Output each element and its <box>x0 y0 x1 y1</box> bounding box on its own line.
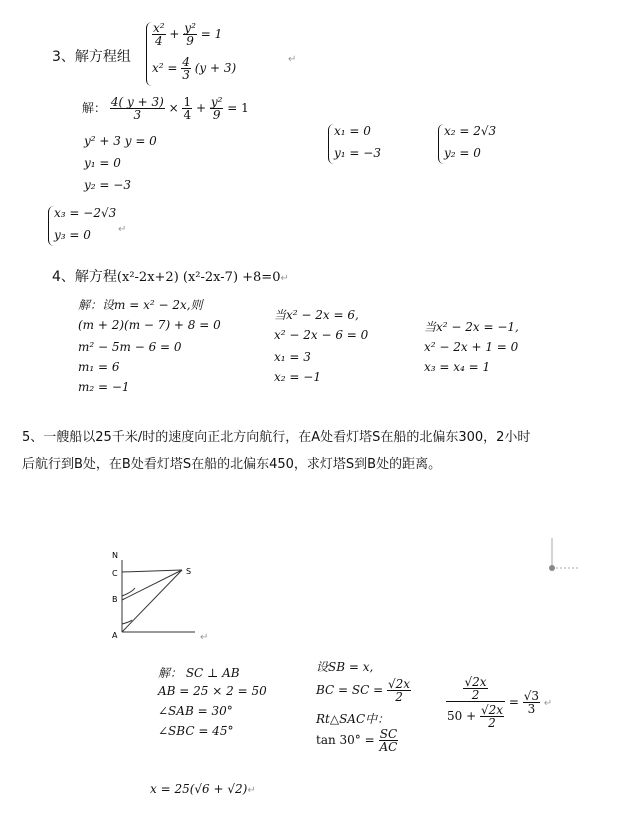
q3-sys-a2: y₁ = −3 <box>334 146 381 160</box>
q3-sys-c1: x₃ = −2√3 <box>54 206 117 220</box>
q3-line4: y₂ = −3 <box>84 178 131 192</box>
q5-text-line2: 后航行到B处，在B处看灯塔S在船的北偏东450，求灯塔S到B处的距离。 <box>22 457 442 472</box>
sol5-c1-l1: 解： SC ⊥ AB <box>158 666 240 680</box>
q4-c2-l1: 当x² − 2x = 6, <box>274 308 359 322</box>
q4-c1-l2: (m + 2)(m − 7) + 8 = 0 <box>78 318 221 332</box>
q4-c1-l5: m₂ = −1 <box>78 380 130 394</box>
sol5-c1-l2: AB = 25 × 2 = 50 <box>158 684 267 698</box>
line-cs <box>122 570 182 572</box>
sol5-c2-l4: tan 30° = $\frac{SC}{AC}$ <box>316 727 398 754</box>
q4-label: 4、解方程(x²-2x+2) (x²-2x-7) +8=0↵ <box>52 269 289 285</box>
q3-line2: y² + 3 y = 0 <box>84 134 157 148</box>
sol5-c1-l4: ∠SBC = 45° <box>158 724 234 738</box>
return-mark-3: ↵ <box>200 632 209 643</box>
q3-line3: y₁ = 0 <box>84 156 121 170</box>
corner-handle-icon <box>530 530 590 590</box>
q3-eq1: $\frac{\text{x²}}{4}$ + $\frac{\text{y²}}{9}$ = 1 <box>153 21 223 48</box>
q4-c1-l4: m₁ = 6 <box>78 360 120 374</box>
return-mark-1: ↵ <box>288 54 297 65</box>
sol5-final: x = 25(√6 + √2)↵ <box>150 782 256 796</box>
q3-sys-b1: x₂ = 2√3 <box>444 124 497 138</box>
q4-c1-l3: m² − 5m − 6 = 0 <box>78 340 182 354</box>
q4-c3-l2: x² − 2x + 1 = 0 <box>424 340 519 354</box>
q4-c1-l1: 解：设m = x² − 2x,则 <box>78 298 203 312</box>
sol5-c2-l2: BC = SC = $\frac{√2x}{2}$ <box>316 677 411 704</box>
line-as <box>122 570 182 632</box>
label-a: A <box>112 631 118 640</box>
label-s: S <box>186 567 192 576</box>
sol5-c1-l3: ∠SAB = 30° <box>158 704 233 718</box>
q4-c2-l3: x₁ = 3 <box>274 350 311 364</box>
line-bs <box>122 570 182 600</box>
q3-sys-a1: x₁ = 0 <box>334 124 371 138</box>
sol5-c2-l3: Rt△SAC中： <box>316 712 390 726</box>
q4-c2-l2: x² − 2x − 6 = 0 <box>274 328 369 342</box>
label-n: N <box>112 551 118 560</box>
q4-c2-l4: x₂ = −1 <box>274 370 321 384</box>
q3-eq2: x² = $\frac{4}{3}$ (y + 3) <box>152 55 237 82</box>
q3-label: 3、解方程组 <box>52 49 131 65</box>
sol5-big-fraction: $\frac{√2x}{2}$ 50 + $\frac{√2x}{2}$ = $\frac{√3}{3}$ ↵ <box>447 675 553 730</box>
q3-solution-line1: 解： $\frac{4( y + 3)}{3}$ × $\frac{1}{4}$ + $\frac{\text{y²}}{9}$ = 1 <box>82 95 249 122</box>
q3-sys-c2: y₃ = 0 <box>54 228 91 242</box>
q4-c3-l3: x₃ = x₄ = 1 <box>424 360 491 374</box>
q3-sys-b2: y₂ = 0 <box>444 146 481 160</box>
q4-c3-l1: 当x² − 2x = −1, <box>424 320 519 334</box>
return-mark-2: ↵ <box>118 224 127 235</box>
label-c: C <box>112 569 118 578</box>
label-b: B <box>112 595 118 604</box>
sol5-c2-l1: 设SB = x, <box>316 660 374 674</box>
q5-text-line1: 5、一艘船以25千米/时的速度向正北方向航行，在A处看灯塔S在船的北偏东300，2小时 <box>22 430 531 445</box>
